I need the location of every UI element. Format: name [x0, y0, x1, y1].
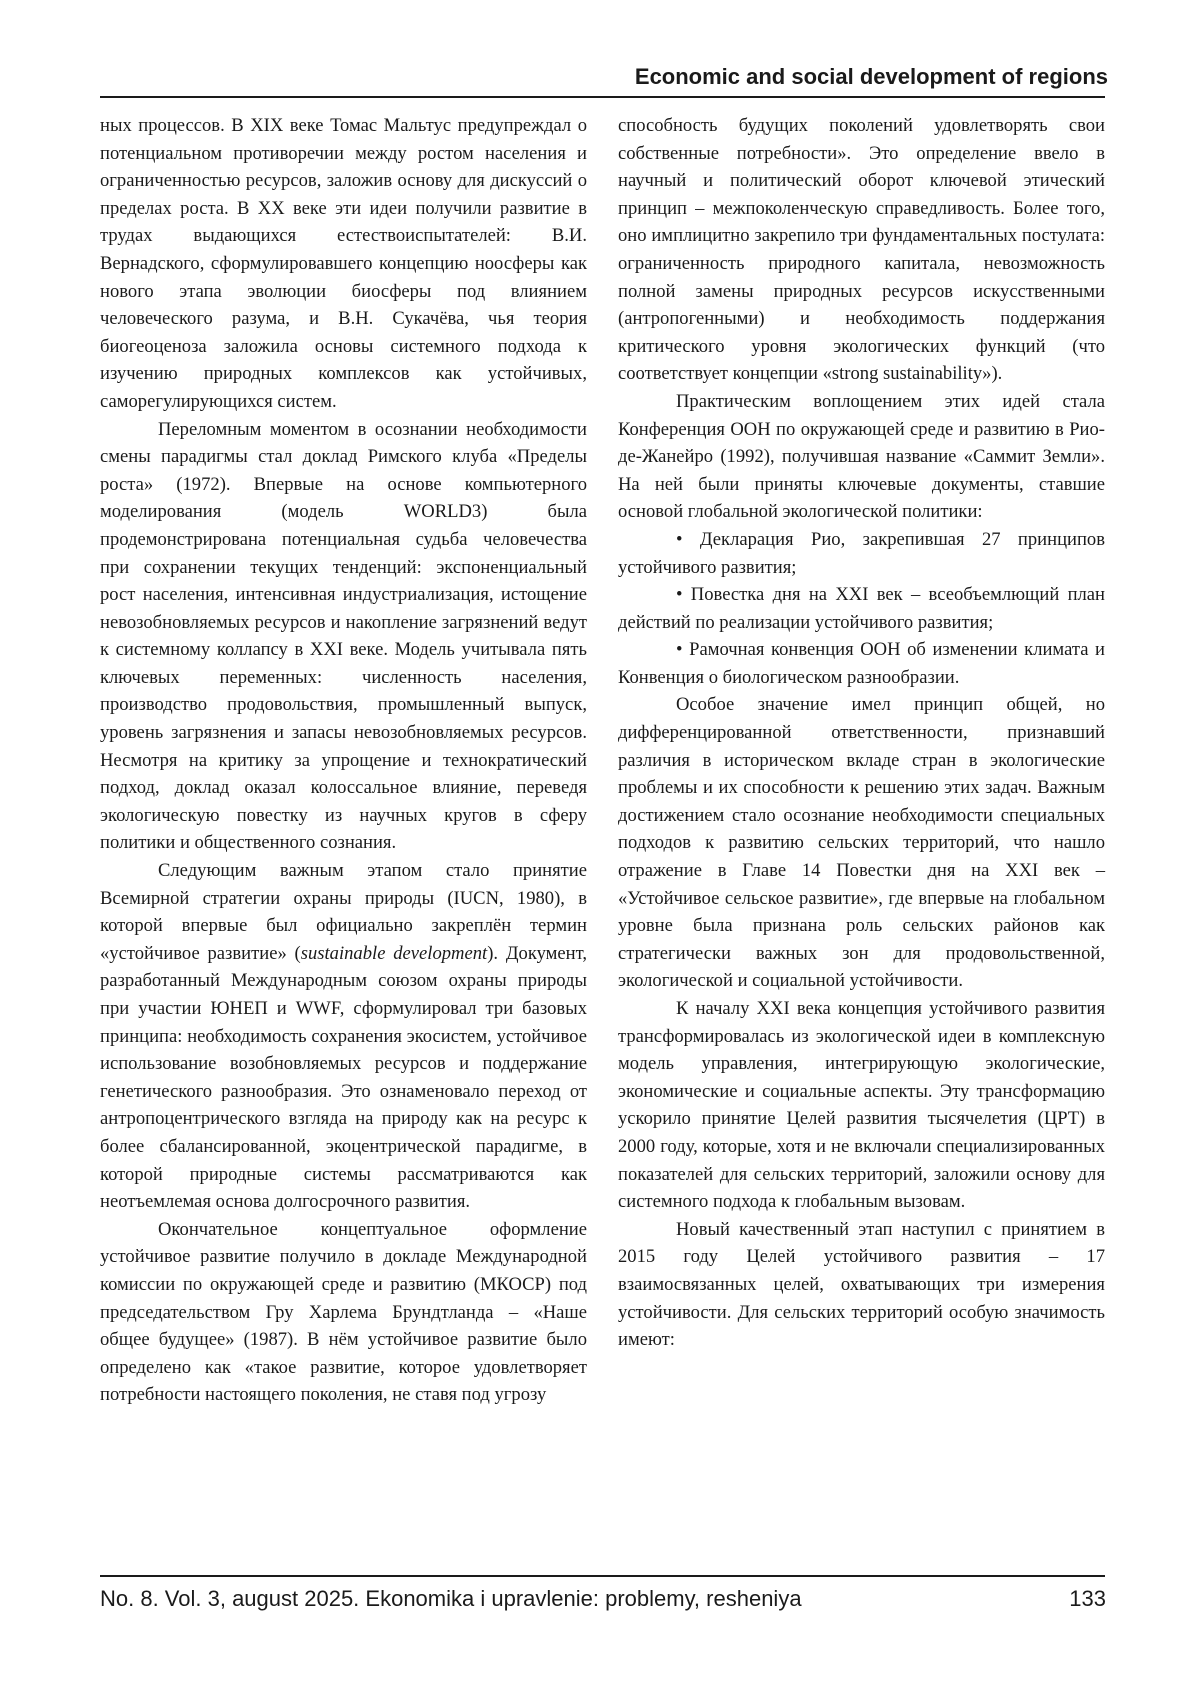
- paragraph: ных процессов. В XIX веке Томас Мальтус предупреждал о потенциальном противоречии между ростом населения и ограниченностью ресурсов, заложив основу для дискуссий о пределах роста. В XX веке эти идеи получили развитие в трудах выдающихся естествоиспытателей: В.И. Вернадского, сформулировавшего концепцию ноосферы как нового этапа эволюции биосферы под влиянием человеческого разума, и В.Н. Сукачёва, чья теория биогеоценоза заложила основы системного подхода к изучению природных комплексов как устойчивых, саморегулирующихся систем.: [100, 115, 587, 412]
- footer-divider: [100, 1575, 1105, 1577]
- paragraph: Новый качественный этап наступил с принятием в 2015 году Целей устойчивого развития – 17 взаимосвязанных целей, охватывающих три измерения устойчивости. Для сельских территорий особую значимость имеют:: [618, 1218, 1105, 1351]
- paragraph: [100, 857, 587, 1216]
- paragraph: способность будущих поколений удовлетворять свои собственные потребности». Это определение ввело в научный и политический оборот ключевой этический принцип – межпоколенческую справедливость. Более того, оно имплицитно закрепило три фундаментальных постулата: ограниченность природного капитала, невозможность полной замены природных ресурсов искусственными (антропогенными) и необходимость поддержания критического уровня экологических функций (что соответствует концепции «strong sustainability»).: [618, 115, 1105, 385]
- list-item: • Декларация Рио, закрепившая 27 принципов устойчивого развития;: [618, 528, 1105, 578]
- paragraph-text: ). Документ, разработанный Международным союзом охраны природы при участии ЮНЕП и WWF, сформулировал три базовых принципа: необходимость сохранения экосистем, устойчивое использование возобновляемых ресурсов и поддержание генетического разнообразия. Это ознаменовало переход от антропоцентрического взгляда на природу как на ресурс к более сбалансированной, экоцентрической парадигме, в которой природные системы рассматриваются как неотъемлемая основа долгосрочного развития.: [100, 942, 587, 1213]
- section-title: Economic and social development of regions: [634, 64, 1108, 89]
- paragraph: Окончательное концептуальное оформление устойчивое развитие получило в докладе Международной комиссии по окружающей среде и развитию (МКОСР) под председательством Гру Харлема Брундтланда – «Наше общее будущее» (1987). В нём устойчивое развитие было определено как «такое развитие, которое удовлетворяет потребности настоящего поколения, не ставя под угрозу: [100, 1218, 587, 1406]
- paragraph-text: Следующим важным этапом стало принятие Всемирной стратегии охраны природы (IUCN, 1980), в которой впервые был официально закреплён термин «устойчивое развитие» (: [100, 860, 587, 964]
- page-number: 133: [1069, 1586, 1106, 1611]
- italic-term: sustainable development: [300, 942, 488, 964]
- list-item: • Повестка дня на XXI век – всеобъемлющий план действий по реализации устойчивого развития;: [618, 584, 1105, 633]
- paragraph: Практическим воплощением этих идей стала Конференция ООН по окружающей среде и развитию в Рио-де-Жанейро (1992), получившая название «Саммит Земли». На ней были приняты ключевые документы, ставшие основой глобальной экологической политики:: [618, 390, 1105, 523]
- paragraph: Переломным моментом в осознании необходимости смены парадигмы стал доклад Римского клуба «Пределы роста» (1972). Впервые на основе компьютерного моделирования (модель WORLD3) была продемонстрирована потенциальная судьба человечества при сохранении текущих тенденций: экспоненциальный рост населения, интенсивная индустриализация, истощение невозобновляемых ресурсов и накопление загрязнений ведут к системному коллапсу в XXI веке. Модель учитывала пять ключевых переменных: численность населения, производство продовольствия, промышленный выпуск, уровень загрязнения и запасы невозобновляемых ресурсов. Несмотря на критику за упрощение и технократический подход, доклад оказал колоссальное влияние, переведя экологическую повестку из научных кругов в сферу политики и общественного сознания.: [100, 418, 587, 854]
- journal-citation: No. 8. Vol. 3, august 2025. Ekonomika i upravlenie: problemy, resheniya: [100, 1586, 802, 1611]
- left-column: [100, 112, 587, 1409]
- paragraph: Особое значение имел принцип общей, но дифференцированной ответственности, признавший различия в историческом вкладе стран в экологические проблемы и их способности к решению этих задач. Важным достижением стало осознание необходимости специальных подходов к развитию сельских территорий, что нашло отражение в Главе 14 Повестки дня на XXI век – «Устойчивое сельское развитие», где впервые на глобальном уровне была признана роль сельских районов как стратегически важных зон для продовольственной, экологической и социальной устойчивости.: [618, 694, 1105, 992]
- header-divider: [100, 96, 1105, 98]
- right-column: [618, 112, 1105, 1354]
- paragraph: К началу XXI века концепция устойчивого развития трансформировалась из экологической идеи в комплексную модель управления, интегрирующую экологические, экономические и социальные аспекты. Эту трансформацию ускорило принятие Целей развития тысячелетия (ЦРТ) в 2000 году, которые, хотя и не включали специализированных показателей для сельских территорий, заложили основу для системного подхода к глобальным вызовам.: [618, 998, 1105, 1213]
- list-item: • Рамочная конвенция ООН об изменении климата и Конвенция о биологическом разнообразии.: [618, 639, 1105, 688]
